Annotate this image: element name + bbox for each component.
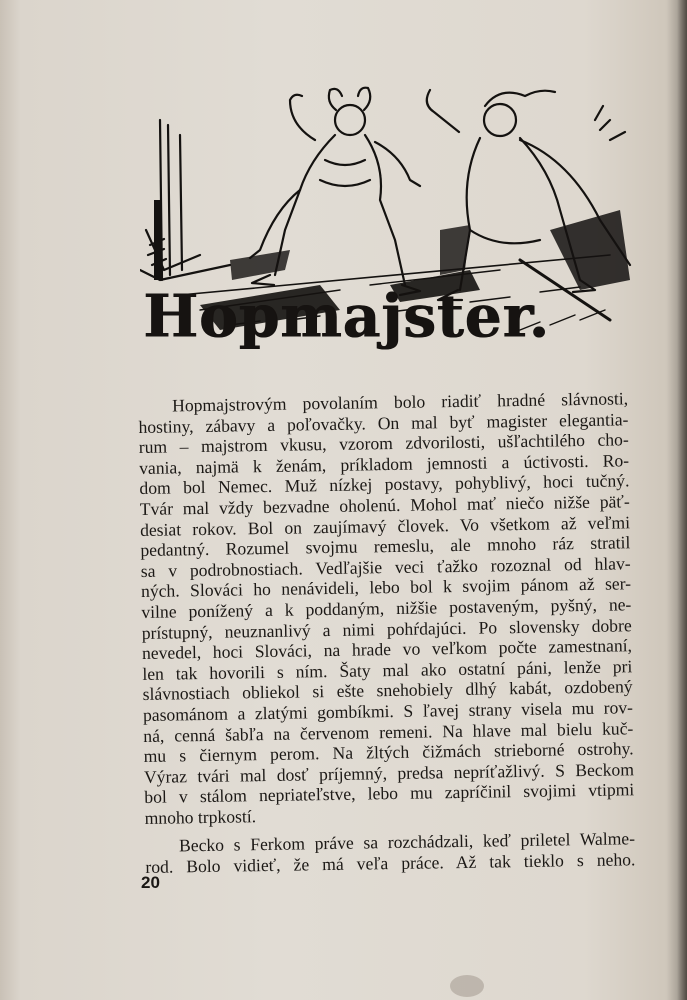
text-line: ných. Slováci ho nenávideli, lebo bol k svojim pánom až ser- bbox=[140, 573, 632, 602]
text-line: nevedel, hoci Slováci, na hrade vo veľkom počte zamestnaní, bbox=[141, 635, 633, 664]
text-line: desiat rokov. Bol on zaujímavý človek. Vo všetkom až veľmi bbox=[139, 511, 631, 540]
text-line: slávnostiach obliekol si ešte snehobiely dlhý kabát, ozdobený bbox=[142, 676, 633, 705]
text-line: prístupný, neuznanlivý a nimi pohŕdajúci. Po slovensky dobre bbox=[141, 614, 632, 643]
text-line: sa v podrobnostiach. Vedľajšie veci ťažko rozoznal od hlav- bbox=[140, 553, 631, 581]
text-line: Tvár mal vždy bezvadne oholenú. Mohol mať niečo nižše päť- bbox=[139, 491, 630, 519]
text-line: dom bol Nemec. Muž nízkej postavy, pohyblivý, hoci tučný. bbox=[139, 470, 630, 499]
text-line: bol v stálom nepriateľstve, lebo mu zapríčinil svojimi vtipmi bbox=[144, 779, 635, 808]
body-text bbox=[138, 388, 636, 877]
text-line: Hopmajstrovým povolaním bolo riadiť hradné slávnosti, bbox=[171, 388, 629, 416]
text-line: ná, cenná šabľa na červenom remeni. Na hlave mal bielu kuč- bbox=[143, 717, 634, 746]
text-line: len tak hovorili s ním. Šaty mal ako ostatní páni, lenže pri bbox=[142, 655, 633, 684]
chapter-title: Hopmajster. bbox=[143, 281, 550, 351]
text-line: rum – majstrom vkusu, vzorom zdvorilosti, ušľachtilého cho- bbox=[138, 429, 629, 458]
paper-stain bbox=[450, 975, 484, 997]
text-line: hostiny, zábavy a poľovačky. On mal byť magister elegantia- bbox=[138, 408, 629, 437]
text-line: pedantný. Rozumel svojmu remeslu, ale mnoho ráz stratil bbox=[140, 532, 631, 561]
paragraph-1 bbox=[138, 388, 635, 828]
text-line: vilne ponížený a k poddaným, nižšie postaveným, pyšný, ne- bbox=[141, 594, 632, 622]
text-line: pasománom a zlatými gombíkmi. S ľavej strany visela mu rov- bbox=[142, 697, 634, 725]
paragraph-2 bbox=[145, 829, 636, 878]
text-line: Výraz tvári mal dosť príjemný, predsa nepríťažlivý. S Beckom bbox=[143, 758, 635, 787]
page-number: 20 bbox=[141, 873, 160, 892]
text-line: vania, najmä k ženám, príkladom jemnosti a úctivosti. Ro- bbox=[138, 450, 630, 478]
text-line: mu s čiernym perom. Na žltých čižmách strieborné ostrohy. bbox=[143, 738, 634, 767]
text-line: rod. Bolo vidieť, že má veľa práce. Až tak tieklo s neho. bbox=[145, 849, 636, 878]
text-line: mnoho trpkostí. bbox=[144, 806, 257, 828]
text-line: Becko s Ferkom práve sa rozchádzali, keď priletel Walme- bbox=[178, 828, 636, 856]
